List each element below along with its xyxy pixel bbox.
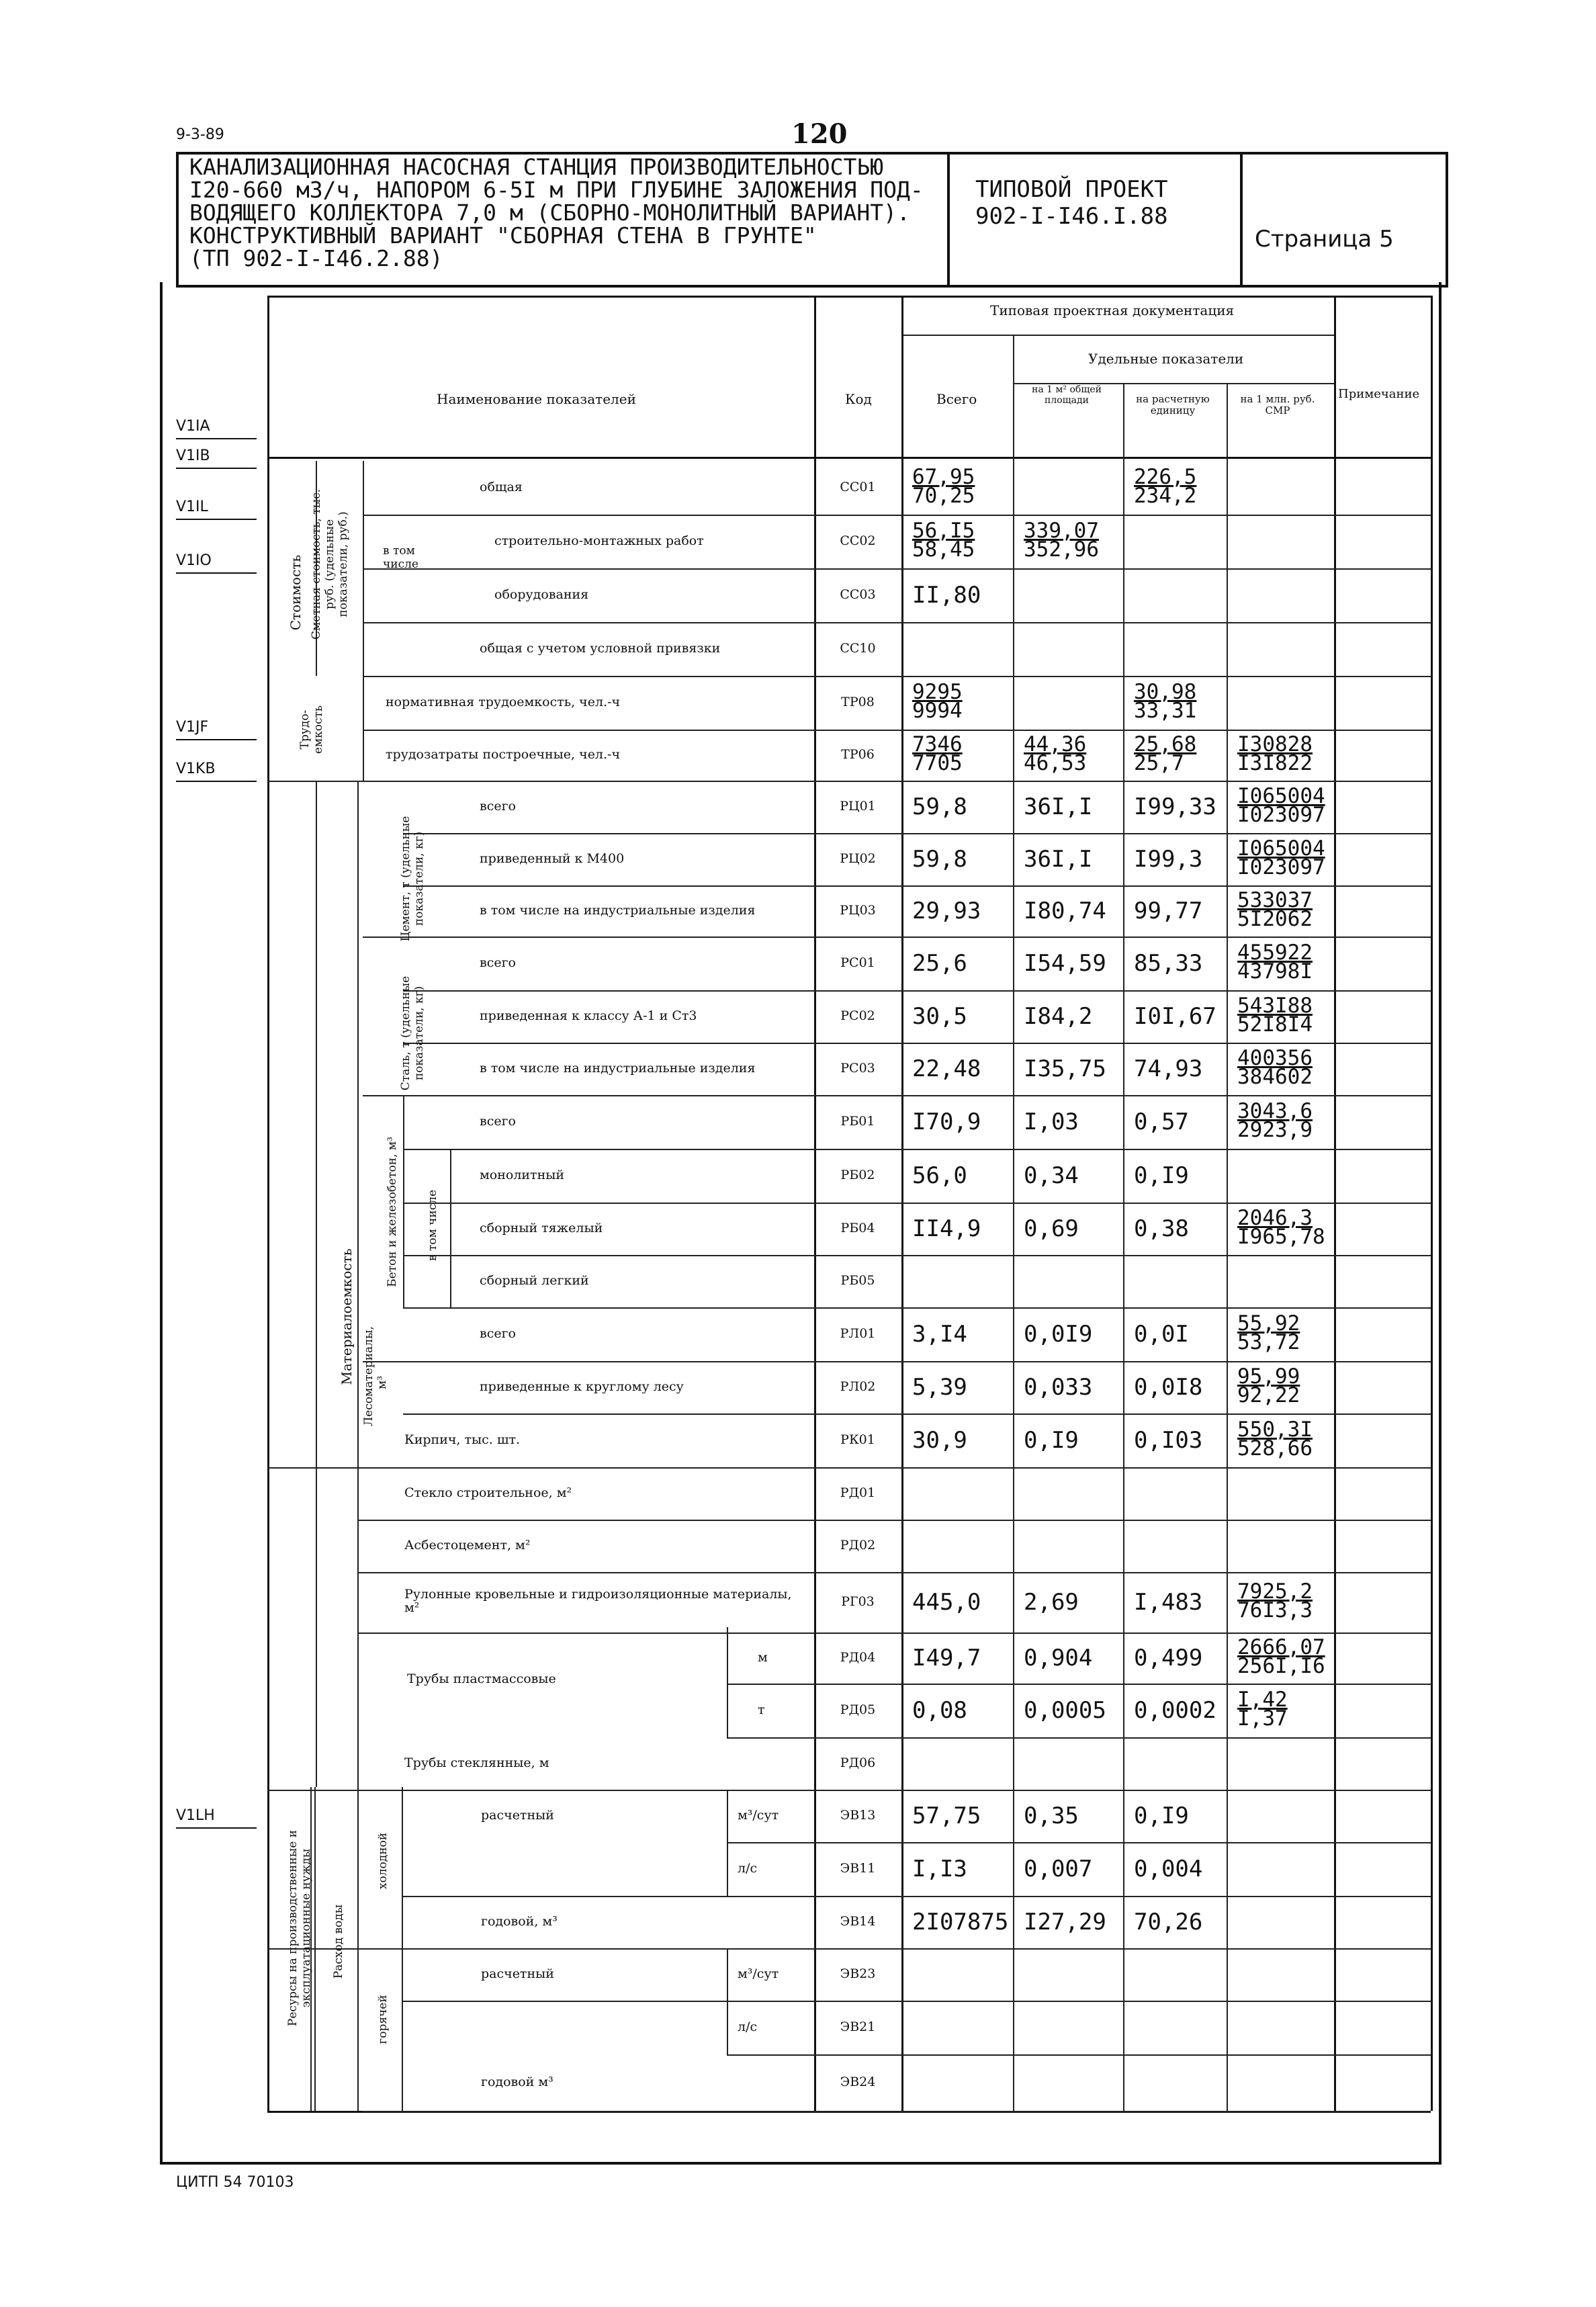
grid-hline: [357, 1633, 1431, 1634]
cell-per-mln: I065004 I023097: [1237, 836, 1325, 879]
page-number: 120: [791, 118, 848, 150]
cell-total: 25,6: [912, 950, 967, 977]
title-line: КОНСТРУКТИВНЫЙ ВАРИАНТ "СБОРНАЯ СТЕНА В ГРУНТЕ": [189, 222, 817, 249]
cell-per-mln: 2046,3 I965,78: [1237, 1206, 1325, 1249]
cell-per-unit: 0,0I: [1134, 1321, 1189, 1348]
row-code: РС03: [840, 1061, 875, 1076]
header-per-m2: на 1 м² общей площади: [1032, 384, 1102, 406]
row-code: СС10: [840, 641, 876, 656]
row-code: ЭВ13: [840, 1808, 876, 1823]
grid-vline: [357, 1787, 359, 2111]
group-timber: Лесоматериалы, м³: [362, 1326, 389, 1426]
row-name: трудозатраты построечные, чел.-ч: [386, 747, 621, 762]
row-name: годовой, м³: [481, 1914, 558, 1929]
row-name: Трубы стеклянные, м: [404, 1755, 549, 1770]
grid-hline: [901, 335, 1334, 336]
cell-per-mln: 7925,2 76I3,3: [1237, 1579, 1313, 1622]
grid-hline: [363, 2111, 1431, 2112]
cell-per-unit: 0,38: [1134, 1215, 1189, 1242]
row-code: ТР08: [841, 695, 875, 709]
cell-per-unit: 25,68 25,7: [1134, 732, 1197, 775]
cell-total: 7346 7705: [912, 732, 963, 775]
cell-per-unit: 0,0002: [1134, 1697, 1216, 1724]
cell-total: 5,39: [912, 1374, 967, 1401]
cell-per-unit: 0,I9: [1134, 1802, 1189, 1829]
row-name: приведенный к М400: [480, 851, 625, 866]
cell-total: 2I07875: [912, 1909, 1009, 1935]
grid-vline: [363, 676, 364, 781]
cell-per-m2: 0,007: [1024, 1856, 1093, 1882]
group-cold: холодной: [376, 1832, 390, 1890]
grid-hline: [403, 833, 1431, 834]
row-name: оборудования: [494, 587, 589, 602]
footer-code: ЦИТП 54 70103: [176, 2174, 294, 2191]
grid-hline: [727, 1842, 1431, 1843]
grid-vline: [1431, 296, 1433, 2111]
row-marker: V1JF: [176, 719, 209, 736]
row-code: РД06: [840, 1755, 876, 1770]
cell-per-m2: 2,69: [1024, 1589, 1079, 1616]
grid-hline: [363, 937, 1431, 938]
cell-per-m2: 0,033: [1024, 1374, 1093, 1401]
cell-per-unit: I99,3: [1134, 846, 1203, 873]
cell-total: 0,08: [912, 1697, 967, 1724]
row-marker: V1IL: [176, 498, 208, 515]
grid-vline: [267, 296, 269, 2111]
cell-per-m2: I80,74: [1024, 898, 1106, 924]
group-pipes: Трубы пластмассовые: [407, 1671, 556, 1686]
row-name: монолитный: [480, 1168, 565, 1182]
grid-hline: [403, 1149, 1431, 1150]
cell-per-m2: 0,35: [1024, 1802, 1079, 1829]
row-name: расчетный: [481, 1808, 554, 1823]
grid-vline: [316, 781, 317, 1787]
grid-hline: [267, 1948, 1431, 1950]
grid-vline: [450, 1149, 451, 1307]
group-incl: в том числе: [383, 544, 418, 571]
group-resources: Ресурсы на производственные и эксплуатационные нужды: [286, 1829, 313, 2027]
header-group: Типовая проектная документация: [990, 302, 1235, 318]
grid-vline: [403, 1095, 404, 1307]
row-unit: л/с: [738, 1861, 758, 1876]
cell-per-mln: I,42 I,37: [1237, 1688, 1288, 1731]
row-marker: V1KB: [176, 760, 216, 777]
row-marker: V1IB: [176, 447, 210, 464]
row-name: всего: [480, 955, 516, 970]
grid-hline: [403, 1043, 1431, 1044]
row-name: м: [758, 1650, 768, 1665]
row-name: сборный тяжелый: [480, 1221, 603, 1235]
group-cement: Цемент, т (удельные показатели, кг): [399, 816, 426, 942]
row-name: всего: [480, 1114, 516, 1129]
row-name: приведенная к классу А-1 и Ст3: [480, 1008, 697, 1023]
cell-per-unit: 226,5 234,2: [1134, 465, 1197, 508]
header-note: Примечание: [1338, 387, 1420, 401]
cell-total: 30,9: [912, 1427, 967, 1454]
cell-total: 3,I4: [912, 1321, 967, 1348]
cell-per-mln: 550,3I 528,66: [1237, 1418, 1313, 1461]
cell-per-m2: I27,29: [1024, 1909, 1106, 1935]
grid-vline: [727, 1627, 728, 1737]
cell-per-mln: 400356 384602: [1237, 1046, 1313, 1089]
row-code: РЛ02: [840, 1379, 876, 1394]
cell-per-unit: 0,57: [1134, 1108, 1189, 1135]
row-name: общая с учетом условной привязки: [480, 641, 721, 656]
grid-hline: [402, 1896, 1431, 1897]
marker-line: [176, 438, 257, 439]
marker-line: [176, 468, 257, 469]
row-name: нормативная трудоемкость, чел.-ч: [386, 695, 621, 709]
cell-per-unit: 0,004: [1134, 1856, 1203, 1882]
row-code: ЭВ11: [840, 1861, 876, 1876]
row-name: расчетный: [481, 1966, 554, 1981]
cell-per-unit: 74,93: [1134, 1055, 1203, 1082]
row-marker: V1IO: [176, 552, 212, 569]
cell-per-mln: 543I88 52I8I4: [1237, 994, 1313, 1037]
title-divider-2: [1240, 152, 1243, 285]
row-code: СС03: [840, 587, 876, 602]
header-code: Код: [845, 391, 872, 407]
cell-per-mln: 455922 43798I: [1237, 941, 1313, 984]
cell-per-unit: 99,77: [1134, 898, 1203, 924]
title-line: I20-660 м3/ч, НАПОРОМ 6-5I м ПРИ ГЛУБИНЕ ЗАЛОЖЕНИЯ ПОД-: [189, 177, 924, 203]
cell-per-m2: 0,0005: [1024, 1697, 1106, 1724]
row-name: всего: [480, 1326, 516, 1341]
row-name: приведенные к круглому лесу: [480, 1379, 684, 1394]
title-line: КАНАЛИЗАЦИОННАЯ НАСОСНАЯ СТАНЦИЯ ПРОИЗВОДИТЕЛЬНОСТЬЮ: [189, 154, 884, 180]
row-code: РД05: [840, 1702, 876, 1717]
grid-hline: [403, 990, 1431, 992]
grid-vline: [727, 1948, 728, 2054]
cell-per-unit: I99,33: [1134, 793, 1216, 820]
marker-line: [176, 781, 257, 782]
cell-total: I70,9: [912, 1108, 981, 1135]
cell-total: 445,0: [912, 1589, 981, 1616]
row-name: т: [758, 1702, 765, 1717]
group-hot: горячей: [376, 1995, 390, 2044]
row-name: всего: [480, 799, 516, 814]
cell-total: I,I3: [912, 1856, 967, 1882]
grid-hline: [357, 1572, 1431, 1573]
row-name: в том числе на индустриальные изделия: [480, 903, 756, 918]
cell-per-unit: I,483: [1134, 1589, 1203, 1616]
grid-vline: [727, 1790, 728, 1896]
grid-hline: [363, 730, 1431, 731]
cell-per-unit: 0,499: [1134, 1645, 1203, 1671]
cell-per-m2: 339,07 352,96: [1024, 519, 1099, 562]
row-marker: V1IA: [176, 418, 210, 435]
grid-hline: [363, 1095, 1431, 1096]
row-code: РЦ03: [840, 903, 876, 918]
group-labor: Трудо-емкость: [298, 705, 325, 754]
cell-per-m2: 0,I9: [1024, 1427, 1079, 1454]
cell-per-m2: 36I,I: [1024, 846, 1093, 873]
header-per-mln: на 1 млн. руб. СМР: [1240, 393, 1315, 417]
cell-per-m2: 0,0I9: [1024, 1321, 1093, 1348]
group-cost: Стоимость: [287, 554, 304, 631]
marker-line: [176, 1827, 257, 1829]
grid-vline: [314, 1787, 316, 2111]
cell-per-mln: 533037 5I2062: [1237, 888, 1313, 931]
grid-hline: [727, 2054, 1431, 2056]
cell-per-m2: I84,2: [1024, 1003, 1093, 1030]
cell-per-unit: 0,I03: [1134, 1427, 1203, 1454]
row-code: РБ05: [840, 1273, 875, 1288]
row-code: СС01: [840, 480, 876, 494]
grid-hline: [403, 885, 1431, 887]
grid-hline: [267, 1790, 1431, 1791]
group-material: Материалоемкость: [339, 1248, 355, 1385]
cell-per-m2: I,03: [1024, 1108, 1079, 1135]
header-name: Наименование показателей: [437, 391, 636, 407]
group-concrete-incl: в том числе: [426, 1189, 439, 1262]
grid-hline: [267, 457, 1431, 459]
group-steel: Сталь, т (удельные показатели, кг): [399, 975, 426, 1091]
cell-total: I49,7: [912, 1645, 981, 1671]
grid-vline: [1227, 383, 1228, 2111]
grid-hline: [267, 296, 1431, 298]
cell-per-unit: 30,98 33,31: [1134, 680, 1197, 723]
grid-vline: [1013, 335, 1014, 2111]
row-name: в том числе на индустриальные изделия: [480, 1061, 756, 1076]
row-code: РД01: [840, 1485, 876, 1500]
project-code: 902-I-I46.I.88: [975, 203, 1168, 230]
row-code: РГ03: [841, 1594, 875, 1609]
marker-line: [176, 739, 257, 740]
cell-total: 22,48: [912, 1055, 981, 1082]
cell-total: 56,0: [912, 1162, 967, 1189]
grid-vline: [357, 781, 359, 1787]
cell-per-m2: 36I,I: [1024, 793, 1093, 820]
cell-total: 30,5: [912, 1003, 967, 1030]
cell-per-mln: I065004 I023097: [1237, 784, 1325, 827]
cell-per-unit: 85,33: [1134, 950, 1203, 977]
cell-total: II,80: [912, 582, 981, 609]
project-info: [975, 176, 1168, 230]
row-code: ЭВ21: [840, 2019, 876, 2034]
grid-hline: [267, 781, 1431, 782]
cell-total: 67,95 70,25: [912, 465, 975, 508]
grid-vline: [363, 461, 364, 676]
row-code: РД04: [840, 1650, 876, 1665]
row-code: РБ01: [840, 1114, 875, 1129]
cell-total: 57,75: [912, 1802, 981, 1829]
title-divider-1: [947, 152, 950, 285]
cell-per-mln: 3043,6 2923,9: [1237, 1099, 1313, 1142]
cell-total: 9295 9994: [912, 680, 963, 723]
row-marker: V1LH: [176, 1807, 215, 1824]
row-name: Асбестоцемент, м²: [404, 1538, 531, 1553]
group-concrete: Бетон и железобетон, м³: [386, 1137, 399, 1287]
row-name: Рулонные кровельные и гидроизоляционные материалы, м²: [404, 1587, 792, 1615]
header-specific: Удельные показатели: [1088, 351, 1244, 367]
cell-per-m2: 44,36 46,53: [1024, 732, 1087, 775]
grid-hline: [267, 1467, 1431, 1469]
row-code: СС02: [840, 533, 876, 548]
row-code: ЭВ23: [840, 1966, 876, 1981]
row-code: РД02: [840, 1538, 876, 1553]
cell-per-mln: 55,92 53,72: [1237, 1311, 1300, 1354]
cell-per-unit: 0,0I8: [1134, 1374, 1203, 1401]
grid-hline: [727, 1684, 1431, 1685]
project-label: ТИПОВОЙ ПРОЕКТ: [975, 176, 1168, 203]
grid-hline: [403, 1203, 1431, 1204]
cell-per-m2: 0,34: [1024, 1162, 1079, 1189]
row-name: Стекло строительное, м²: [404, 1485, 572, 1500]
cell-total: 29,93: [912, 898, 981, 924]
row-unit: л/с: [738, 2019, 758, 2034]
row-code: РК01: [840, 1432, 875, 1447]
marker-line: [176, 572, 257, 574]
row-code: РЛ01: [840, 1326, 876, 1341]
row-code: ЭВ24: [840, 2075, 876, 2089]
cell-per-mln: I30828 I3I822: [1237, 732, 1313, 775]
cell-total: II4,9: [912, 1215, 981, 1242]
cell-total: 56,I5 58,45: [912, 519, 975, 562]
row-name: сборный легкий: [480, 1273, 589, 1288]
cell-total: 59,8: [912, 793, 967, 820]
grid-vline: [1123, 383, 1124, 2111]
row-unit: м³/сут: [738, 1808, 779, 1823]
grid-hline: [727, 1737, 1431, 1739]
grid-hline: [363, 676, 1431, 677]
row-code: РС01: [840, 955, 875, 970]
grid-hline: [357, 1520, 1431, 1521]
row-code: РБ02: [840, 1168, 875, 1182]
row-code: РБ04: [840, 1221, 875, 1235]
cell-per-m2: 0,904: [1024, 1645, 1093, 1671]
row-name: строительно-монтажных работ: [494, 533, 704, 548]
cell-per-m2: I54,59: [1024, 950, 1106, 977]
marker-line: [176, 519, 257, 520]
grid-vline: [402, 1787, 403, 2111]
document-code: 9-3-89: [176, 126, 224, 143]
row-unit: м³/сут: [738, 1966, 779, 1981]
cell-per-mln: 95,99 92,22: [1237, 1364, 1300, 1407]
cell-per-unit: 70,26: [1134, 1909, 1203, 1935]
row-code: РЦ01: [840, 799, 876, 814]
grid-hline: [363, 515, 1431, 516]
cell-per-m2: I35,75: [1024, 1055, 1106, 1082]
grid-hline: [363, 1361, 1431, 1362]
row-code: РС02: [840, 1008, 875, 1023]
row-name: Кирпич, тыс. шт.: [404, 1432, 521, 1447]
header-total: Всего: [936, 391, 977, 407]
row-code: ТР06: [841, 747, 875, 762]
cell-per-unit: I0I,67: [1134, 1003, 1216, 1030]
grid-hline: [363, 568, 1431, 570]
grid-hline: [363, 622, 1431, 623]
title-line: ВОДЯЩЕГО КОЛЛЕКТОРА 7,0 м (СБОРНО-МОНОЛИТНЫЙ ВАРИАНТ).: [189, 200, 910, 226]
cell-total: 59,8: [912, 846, 967, 873]
grid-hline: [403, 1413, 1431, 1415]
row-name: общая: [480, 480, 523, 494]
cell-per-m2: 0,69: [1024, 1215, 1079, 1242]
cell-per-mln: 2666,07 256I,I6: [1237, 1635, 1325, 1678]
grid-hline: [403, 1255, 1431, 1256]
cell-per-unit: 0,I9: [1134, 1162, 1189, 1189]
title-line: (ТП 902-I-I46.2.88): [189, 245, 443, 271]
header-per-unit: на расчетную единицу: [1136, 393, 1210, 417]
group-water: Расход воды: [332, 1904, 345, 1979]
row-name: годовой м³: [481, 2075, 553, 2089]
grid-hline: [402, 2001, 1431, 2002]
grid-hline: [403, 1307, 1431, 1309]
group-estimate: Сметная стоимость, тыс. руб. (удельные показатели, руб.): [310, 488, 350, 640]
row-code: ЭВ14: [840, 1914, 876, 1929]
row-code: РЦ02: [840, 851, 876, 866]
page-label: Страница 5: [1255, 226, 1394, 253]
document-title: [189, 156, 935, 270]
